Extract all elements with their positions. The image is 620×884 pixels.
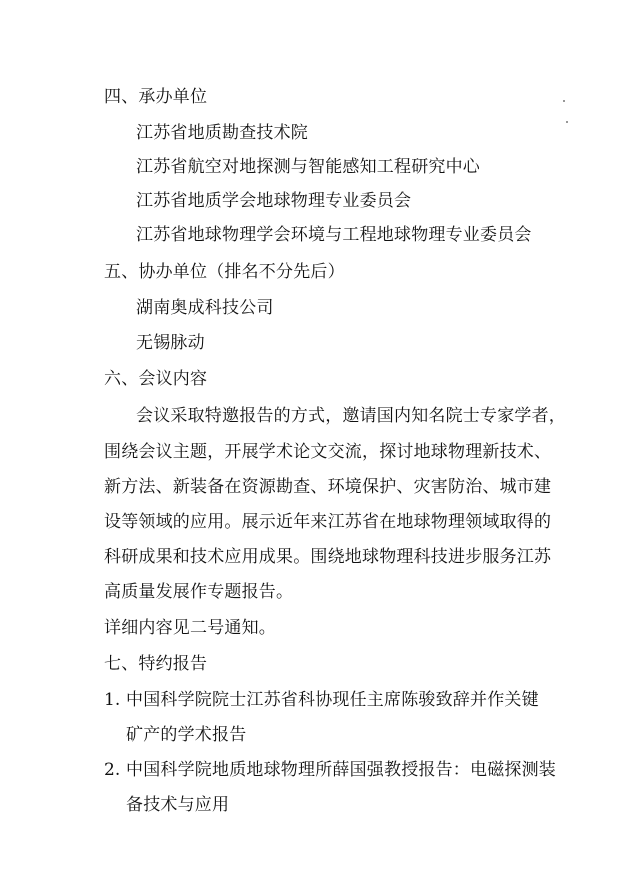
- content-paragraph-line: 围绕会议主题，开展学术论文交流，探讨地球物理新技术、: [104, 442, 552, 462]
- report-line: 中国科学院院士江苏省科协现任主席陈骏致辞并作关键: [126, 690, 539, 710]
- report-number: 2.: [104, 760, 121, 780]
- co-organizer-item: 无锡脉动: [136, 333, 205, 353]
- section-heading-6: 六、会议内容: [104, 369, 208, 389]
- section-heading-7: 七、特约报告: [104, 654, 208, 674]
- content-paragraph-line: 高质量发展作专题报告。: [104, 582, 294, 602]
- content-paragraph-line: 设等领域的应用。展示近年来江苏省在地球物理领域取得的: [104, 512, 552, 532]
- organizer-item: 江苏省地质勘查技术院: [136, 123, 308, 143]
- report-number: 1.: [104, 690, 121, 710]
- co-organizer-item: 湖南奥成科技公司: [136, 298, 274, 318]
- content-paragraph-line: 新方法、新装备在资源勘查、环境保护、灾害防治、城市建: [104, 477, 552, 497]
- section-heading-5: 五、协办单位（排名不分先后）: [104, 262, 345, 282]
- scan-speck: [563, 100, 565, 102]
- section-heading-4: 四、承办单位: [104, 87, 208, 107]
- content-paragraph-line: 会议采取特邀报告的方式，邀请国内知名院士专家学者，: [136, 406, 566, 426]
- organizer-item: 江苏省地球物理学会环境与工程地球物理专业委员会: [136, 225, 532, 245]
- report-line: 中国科学院地质地球物理所薛国强教授报告：电磁探测装: [126, 760, 556, 780]
- report-line: 矿产的学术报告: [126, 725, 247, 745]
- content-paragraph-line: 科研成果和技术应用成果。围绕地球物理科技进步服务江苏: [104, 547, 552, 567]
- organizer-item: 江苏省地质学会地球物理专业委员会: [136, 191, 412, 211]
- details-note: 详细内容见二号通知。: [104, 618, 276, 638]
- scan-speck: [566, 121, 568, 123]
- report-line: 备技术与应用: [126, 795, 230, 815]
- organizer-item: 江苏省航空对地探测与智能感知工程研究中心: [136, 157, 480, 177]
